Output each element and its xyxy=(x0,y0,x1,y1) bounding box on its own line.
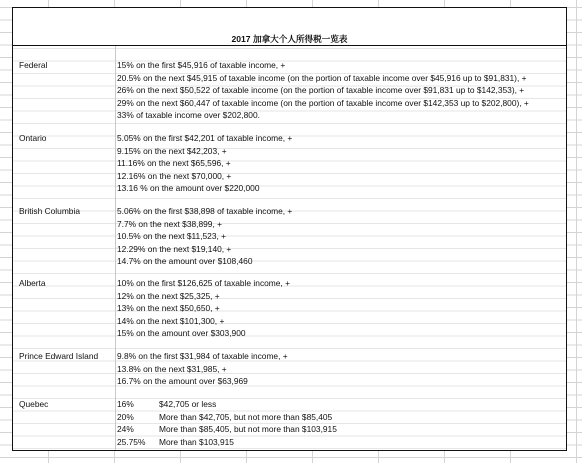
ontario-rate-line[interactable]: 5.05% on the first $42,201 of taxable income, + xyxy=(117,133,293,143)
column-divider xyxy=(115,46,116,450)
british-columbia-rate-line[interactable]: 5.06% on the first $38,898 of taxable income, + xyxy=(117,206,293,216)
ontario-rate-line[interactable]: 9.15% on the next $42,203, + xyxy=(117,145,227,156)
quebec-rate-bracket[interactable]: More than $42,705, but not more than $85,405 xyxy=(159,411,333,422)
province-name-ontario[interactable]: Ontario xyxy=(19,133,47,143)
pei-rate-line[interactable]: 13.8% on the next $31,985, + xyxy=(117,363,227,374)
alberta-rate-line[interactable]: 10% on the first $126,625 of taxable income, + xyxy=(117,278,290,288)
federal-rate-line[interactable]: 15% on the first $45,916 of taxable income, + xyxy=(117,60,286,70)
federal-rate-line[interactable]: 26% on the next $50,522 of taxable income (on the portion of taxable income over $91,831 up to $142,353), + xyxy=(117,85,525,95)
quebec-rate-bracket[interactable]: $42,705 or less xyxy=(159,399,217,409)
alberta-rate-line[interactable]: 14% on the next $101,300, + xyxy=(117,315,225,326)
quebec-rate-bracket[interactable]: More than $103,915 xyxy=(159,436,234,447)
title-cell[interactable] xyxy=(13,8,566,46)
ontario-rate-line[interactable]: 13.16 % on the amount over $220,000 xyxy=(117,183,260,193)
quebec-rate-percent[interactable]: 16% xyxy=(117,399,134,409)
table-title: 2017 加拿大个人所得税一览表 xyxy=(231,34,348,44)
british-columbia-rate-line[interactable]: 12.29% on the next $19,140, + xyxy=(117,243,232,254)
quebec-rate-percent[interactable]: 20% xyxy=(117,411,134,422)
quebec-rate-percent[interactable]: 24% xyxy=(117,424,134,434)
pei-rate-line[interactable]: 16.7% on the amount over $63,969 xyxy=(117,376,248,386)
quebec-rate-percent[interactable]: 25.75% xyxy=(117,436,146,447)
ontario-rate-line[interactable]: 11.16% on the next $65,596, + xyxy=(117,158,231,168)
province-name-prince-edward-island[interactable]: Prince Edward Island xyxy=(19,351,99,361)
british-columbia-rate-line[interactable]: 14.7% on the amount over $108,460 xyxy=(117,256,253,266)
province-name-quebec[interactable]: Quebec xyxy=(19,399,49,409)
alberta-rate-line[interactable]: 12% on the next $25,325, + xyxy=(117,290,220,301)
british-columbia-rate-line[interactable]: 7.7% on the next $38,899, + xyxy=(117,218,223,229)
quebec-rate-bracket[interactable]: More than $85,405, but not more than $103,915 xyxy=(159,424,337,434)
federal-rate-line[interactable]: 29% on the next $60,447 of taxable income (on the portion of taxable income over $142,353 up to $202,800), + xyxy=(117,97,529,108)
ontario-rate-line[interactable]: 12.16% on the next $70,000, + xyxy=(117,170,232,181)
province-name-british-columbia[interactable]: British Columbia xyxy=(19,206,80,216)
british-columbia-rate-line[interactable]: 10.5% on the next $11,523, + xyxy=(117,231,227,241)
province-name-alberta[interactable]: Alberta xyxy=(19,278,46,288)
federal-rate-line[interactable]: 20.5% on the next $45,915 of taxable income (on the portion of taxable income over $45,916 up to $91,831), + xyxy=(117,72,527,83)
pei-rate-line[interactable]: 9.8% on the first $31,984 of taxable income, + xyxy=(117,351,288,361)
alberta-rate-line[interactable]: 15% on the amount over $303,900 xyxy=(117,328,246,338)
alberta-rate-line[interactable]: 13% on the next $50,650, + xyxy=(117,303,220,313)
tax-table xyxy=(12,7,567,451)
province-name-federal[interactable]: Federal xyxy=(19,60,48,70)
federal-rate-line[interactable]: 33% of taxable income over $202,800. xyxy=(117,110,260,120)
